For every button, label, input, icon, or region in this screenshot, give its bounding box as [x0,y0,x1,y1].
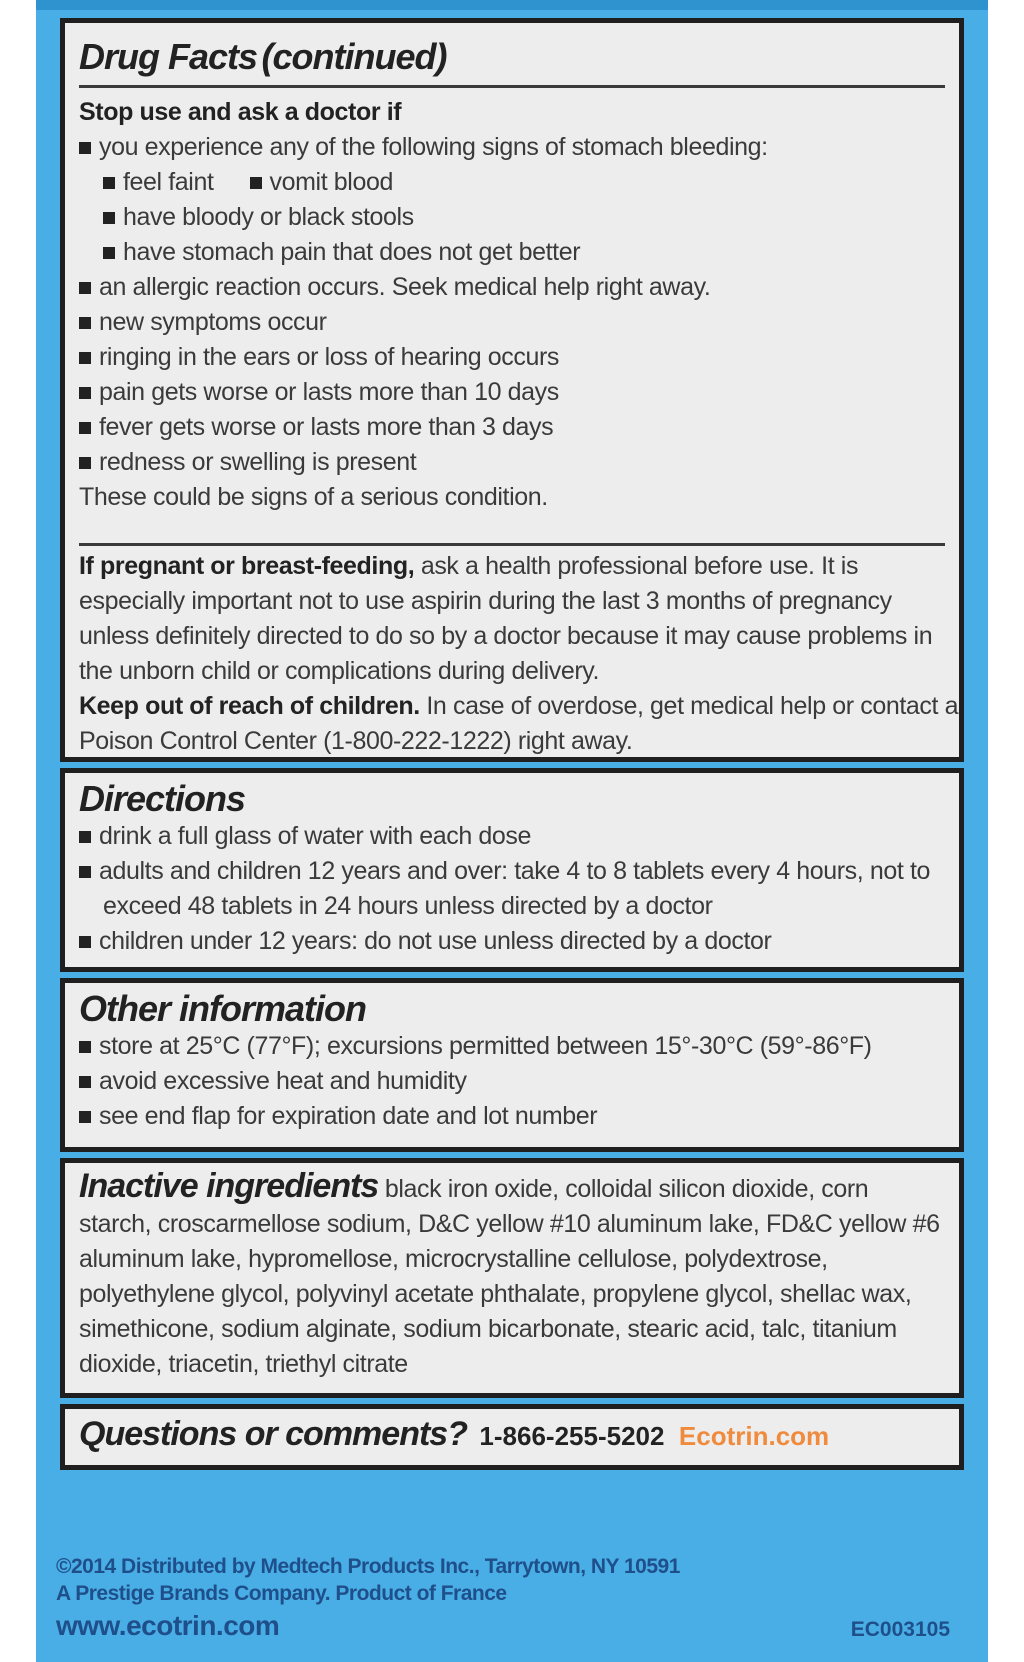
bullet-icon [103,177,115,189]
list-item-continued: exceed 48 tablets in 24 hours unless directed by a doctor [103,892,713,920]
bullet-icon [79,936,91,948]
list-item: redness or swelling is present [79,445,945,480]
bullet-icon [103,247,115,259]
inactive-line-1: Inactive ingredients black iron oxide, colloidal silicon dioxide, corn [79,1167,869,1205]
stop-use-heading: Stop use and ask a doctor if [79,98,402,126]
keep-out-line-1: Keep out of reach of children. In case of overdose, get medical help or contact a [79,692,959,720]
list-item: feel faint vomit blood [79,165,945,200]
bullet-icon [79,1076,91,1088]
questions-phone: 1-866-255-5202 [479,1421,665,1451]
bullet-icon [79,317,91,329]
other-info-title: Other information [79,988,366,1029]
other-info-panel [60,978,964,1152]
inactive-line: simethicone, sodium alginate, sodium bicarbonate, stearic acid, talc, titanium [79,1315,897,1343]
directions-panel [60,768,964,972]
list-item: children under 12 years: do not use unless directed by a doctor [79,924,945,959]
inactive-line: dioxide, triacetin, triethyl citrate [79,1350,408,1378]
list-item: see end flap for expiration date and lot number [79,1099,945,1134]
inactive-content [79,1169,945,1382]
list-item: drink a full glass of water with each dose [79,819,945,854]
footer-company: A Prestige Brands Company. Product of France [56,1582,507,1605]
drug-facts-panel [60,18,964,762]
bullet-icon [79,866,91,878]
list-item: store at 25°C (77°F); excursions permitted between 15°-30°C (59°-86°F) [79,1029,945,1064]
bullet-icon [79,1111,91,1123]
inactive-title: Inactive ingredients [79,1167,379,1205]
divider [79,543,945,546]
inactive-line: polyethylene glycol, polyvinyl acetate phthalate, propylene glycol, shellac wax, [79,1280,912,1308]
bullet-icon [79,831,91,843]
list-item: pain gets worse or lasts more than 10 days [79,375,945,410]
list-item: fever gets worse or lasts more than 3 days [79,410,945,445]
list-item: have stomach pain that does not get better [79,235,945,270]
keep-out-line: Poison Control Center (1-800-222-1222) right away. [79,727,633,755]
pregnancy-heading: If pregnant or breast-feeding, [79,552,415,580]
bullet-icon [79,352,91,364]
bullet-icon [79,457,91,469]
questions-title: Questions or comments? [79,1415,467,1453]
questions-panel [60,1404,964,1470]
questions-content [79,1415,945,1454]
list-item: have bloody or black stools [79,200,945,235]
list-item: you experience any of the following signs of stomach bleeding: [79,130,945,165]
other-info-content [79,989,945,1134]
inactive-line: aluminum lake, hypromellose, microcrystalline cellulose, polydextrose, [79,1245,828,1273]
bullet-icon [79,422,91,434]
bullet-icon [250,177,262,189]
drug-facts-continued: (continued) [261,36,447,77]
pregnancy-line: unless definitely directed to do so by a doctor because it may cause problems in [79,622,933,650]
list-item: adults and children 12 years and over: take 4 to 8 tablets every 4 hours, not to [79,854,945,889]
pregnancy-line: especially important not to use aspirin during the last 3 months of pregnancy [79,587,892,615]
inactive-ingredients-panel [60,1158,964,1398]
list-item: avoid excessive heat and humidity [79,1064,945,1099]
bullet-icon [79,1041,91,1053]
keep-out-heading: Keep out of reach of children. [79,692,420,720]
bullet-icon [79,282,91,294]
list-item: an allergic reaction occurs. Seek medical help right away. [79,270,945,305]
bullet-icon [103,212,115,224]
inactive-line: starch, croscarmellose sodium, D&C yellow #10 aluminum lake, FD&C yellow #6 [79,1210,940,1238]
stop-use-closing: These could be signs of a serious condition. [79,483,548,511]
footer-distributor: ©2014 Distributed by Medtech Products Inc., Tarrytown, NY 10591 [56,1555,680,1578]
drug-facts-heading [79,37,945,77]
directions-title: Directions [79,778,246,819]
list-item: new symptoms occur [79,305,945,340]
bullet-icon [79,142,91,154]
footer-url-link[interactable]: www.ecotrin.com [56,1610,280,1641]
drug-facts-title: Drug Facts [79,36,258,77]
stop-use-section [79,95,945,515]
pregnancy-line-1: If pregnant or breast-feeding, ask a health professional before use. It is [79,552,859,580]
pregnancy-line: the unborn child or complications during delivery. [79,657,600,685]
divider [79,85,945,88]
directions-content [79,779,945,959]
list-item: ringing in the ears or loss of hearing occurs [79,340,945,375]
questions-site-link[interactable]: Ecotrin.com [678,1421,830,1451]
bullet-icon [79,387,91,399]
product-code: EC003105 [850,1618,950,1641]
pregnancy-section [79,549,959,759]
